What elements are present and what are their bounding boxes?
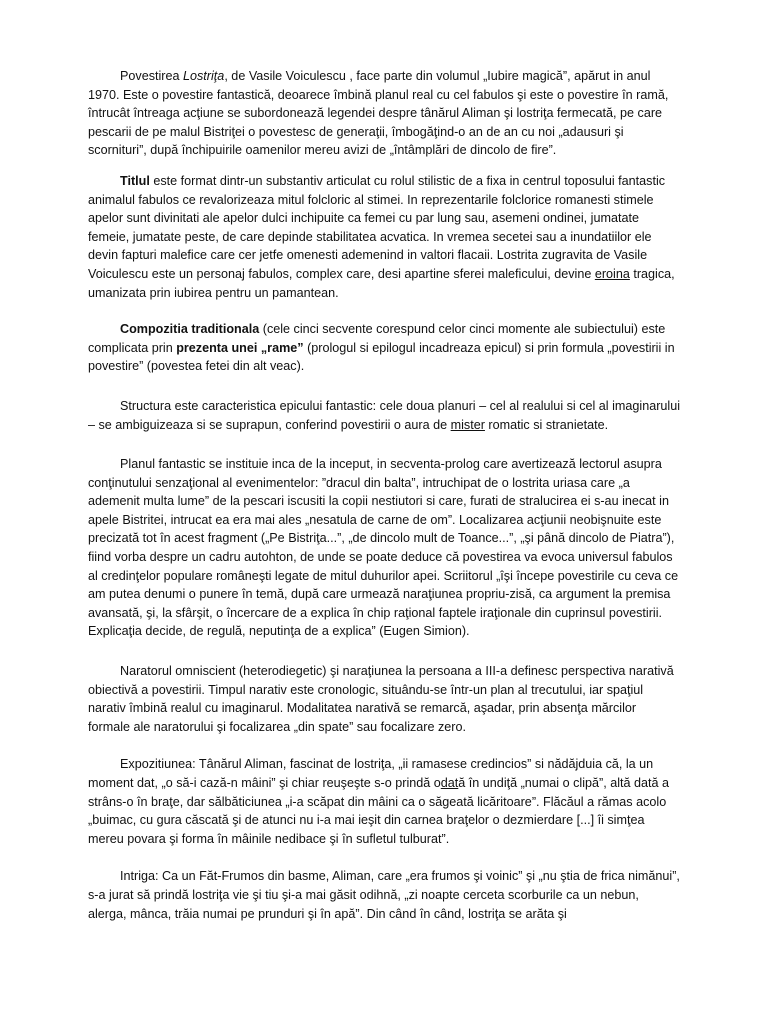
paragraph-title: [88, 172, 680, 302]
exposition-text-end: ă în undiţă „numai o clipă”, altă dată a strâns-o în braţe, dar sălbăticiunea „i-a scăpat din mâini ca o săgeată licăritoare”. Flăcăul a rămas acolo „buimac, cu gura căscată şi de atunci nu i-a mai ieşit din carnea braţelor o dezmierdare [...] îi simţea mereu povara şi forma în mâinile nedibace şi în sufletul tulburat”.: [88, 776, 670, 846]
structure-text-end: romatic si stranietate.: [484, 417, 609, 432]
narrator-text: Naratorul omniscient (heterodiegetic) şi naraţiunea la persoana a III-a definesc perspectiva narativă obiectivă a povestirii. Timpul narativ este cronologic, situându-se într-un plan al trecutului, iar spaţiul narativ îmbină realul cu imaginarul. Modalitatea narativă se remarcă, aşadar, prin absenţa mărcilor formale ale naratorului şi focalizarea „din spate” sau focalizare zero.: [88, 664, 674, 734]
composition-text: (cele cinci secvente corespund celor cinci momente ale subiectului) este complicata prin: [88, 322, 666, 355]
odata-underlined: dat: [440, 776, 459, 790]
title-heading-bold: Titlul: [120, 173, 150, 188]
title-text-end: tragica, umanizata prin iubirea pentru un pamantean.: [88, 266, 675, 300]
intro-text-start: Povestirea: [120, 69, 183, 83]
rame-bold: prezenta unei „rame”: [176, 340, 304, 355]
paragraph-introduction: [88, 67, 680, 160]
intrigue-text: Intriga: Ca un Făt-Frumos din basme, Aliman, care „era frumos şi voinic” şi „nu ştia de frica nimănui”, s-a jurat să prindă lostriţa vie şi tiu şi-a mai găsit odihnă, „zi noapte cerceta scorburile ca un nebun, alerga, mânca, trăia numai pe prunduri şi în apă”. Din când în când, lostriţa se arăta şi: [88, 869, 680, 921]
title-lostrita-italic: Lostriţa: [183, 69, 225, 83]
paragraph-fantastic-plan: [88, 455, 680, 641]
fantastic-plan-text: Planul fantastic se instituie inca de la inceput, in secventa-prolog care avertizează lectorul asupra conţinutului senzaţional al evenimentelor: ”dracul din balta”, intruchipat de o lostrita uriasa care „a ademenit multa lume” de la pescari iscusiti la copii nestiutori si care, furati de stralucirea ei s-au inecat in apele Bistritei, intrucat ea era mai ales „nesatula de carne de om”. Localizarea acţiunii neobişnuite este precizată tot în acest fragment („Pe Bistriţa...”, „de dincolo mult de Toance...”, „şi până dincolo de Piatra”), fiind vorba despre un cadru autohton, de unde se poate deduce că povestirea va evoca universul fabulos al credinţelor populare româneşti legate de mitul duhurilor apei. Scriitorul „îşi începe povestirile cu ceva ce am putea denumi o punere în temă, după care urmează naraţiunea propriu-zisă, ca argument la premisa avansată, şi, la sfârşit, o încercare de a explica în chip raţional faptele iraţionale din cuprinsul povestirii. Explicaţia decide, de regulă, neputinţa de a explica” (Eugen Simion).: [88, 457, 679, 639]
paragraph-intrigue: [88, 867, 680, 923]
mister-underlined: mister: [450, 417, 485, 432]
composition-text-end: (prologul si epilogul incadreaza epicul) si prin formula „povestirii in povestire” (povestea fetei din alt veac).: [88, 340, 675, 374]
intro-text-rest: , de Vasile Voiculescu , face parte din volumul „Iubire magică”, apărut in anul 1970. Este o povestire fantastică, deoarece îmbină planul real cu cel fabulos şi este o povestire în ramă, întrucât întreaga acţiune se subordonează legendei despre tânărul Aliman şi lostriţa fermecată, pe care pescarii de pe malul Bistriţei o povestesc de generaţii, îmbogăţind-o an de an cu noi „adausuri şi scornituri”, după închipuirile oamenilor mereu avizi de „întâmplări de dincolo de fire”.: [88, 69, 669, 158]
structure-text: Structura este caracteristica epicului fantastic: cele doua planuri – cel al realului si cel al imaginarului – se ambiguizeaza si se suprapun, conferind povestirii o aura de: [88, 398, 681, 432]
paragraph-composition: [88, 320, 680, 376]
paragraph-narrator: [88, 662, 680, 736]
exposition-text: Expozitiunea: Tânărul Aliman, fascinat de lostriţa, „ii ramasese credincios” si nădăjduia că, la un moment dat, „o să-i cază-n mâini” şi chiar reuşeşte s-o prindă o: [88, 757, 654, 790]
paragraph-structure: [88, 397, 680, 434]
eroina-underlined: eroina: [594, 266, 630, 281]
title-text: este format dintr-un substantiv articulat cu rolul stilistic de a fixa in centrul toposului fantastic animalul fabulos ce revalorizeaza mitul folcloric al stimei. In reprezentarile folclorice romanesti stimele apelor sunt divinitati ale apelor dulci inchipuite ca femei cu par lung sau, asemeni ondinei, jumatate femeie, jumatate peste, de care depinde stabilitatea acvatica. In vremea secetei sau a inundatiilor ele devin fapturi malefice care cer jetfe omenesti ademenind in valtori flacaii. Lostrita zugravita de Vasile Voiculescu este un personaj fabulos, complex care, desi apartine sferei maleficului, devine: [88, 173, 666, 281]
document-body: [88, 67, 680, 935]
paragraph-exposition: [88, 755, 680, 848]
composition-heading-bold: Compozitia traditionala: [120, 322, 260, 337]
